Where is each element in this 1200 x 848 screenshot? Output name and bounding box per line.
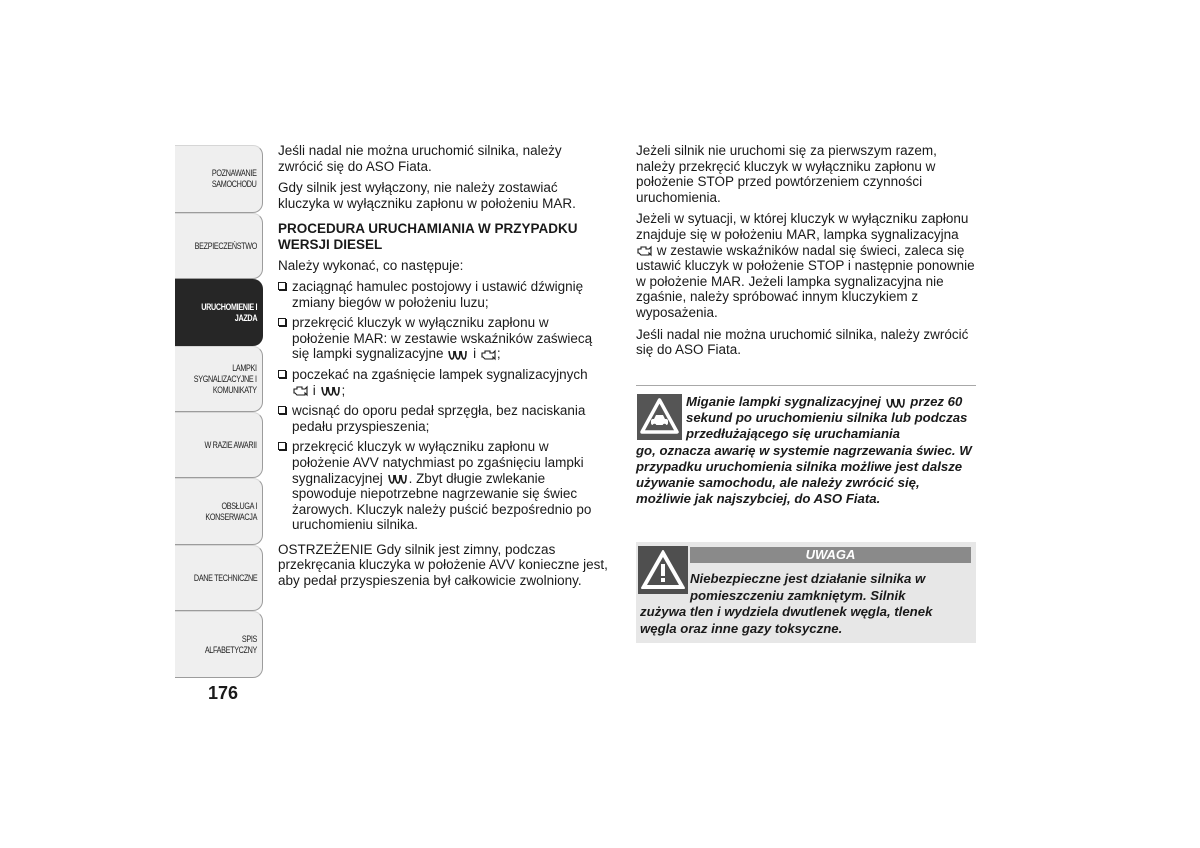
paragraph: Jeśli nadal nie można uruchomić silnika, należy zwrócić się do ASO Fiata. xyxy=(636,326,969,358)
side-tab-label: LAMPKI SYGNALIZACYJNE I KOMUNIKATY xyxy=(194,362,257,395)
paragraph: Jeżeli silnik nie uruchomi się za pierwszym razem, należy przekręcić kluczyk w wyłączniku zapłonu w położenie STOP przed powtórzeniem czynności uruchomienia. xyxy=(636,143,937,205)
note-box xyxy=(636,385,976,519)
checkbox-bullet-icon xyxy=(278,406,286,414)
side-tab-label: BEZPIECZEŃSTWO xyxy=(194,240,257,251)
page-number: 176 xyxy=(208,683,239,703)
step-text: przekręcić kluczyk w wyłączniku zapłonu w położenie AVV natychmiast po zgaśnięciu lampki sygnalizacyjnej xyxy=(292,439,584,486)
glow-plug-icon xyxy=(320,385,342,397)
paragraph-text: w zestawie wskaźników nadal się świeci, zaleca się ustawić kluczyk w położenie STOP i następnie ponownie w położenie MAR. Jeżeli lampka sygnalizacyjna nie zgaśnie, należy spróbować innym kluczykiem z wyposażenia. xyxy=(636,242,975,320)
side-tab-awarii[interactable] xyxy=(175,412,263,478)
list-item xyxy=(278,279,610,310)
note-line: Miganie lampki sygnalizacyjnej xyxy=(686,394,881,409)
step-text: ; xyxy=(496,346,501,362)
side-tab-label: SPIS ALFABETYCZNY xyxy=(204,633,257,655)
step-text: przekręcić kluczyk w wyłączniku zapłonu w położenie MAR: w zestawie wskaźników zaświecą się lampki sygnalizacyjne xyxy=(292,315,593,362)
warning-text xyxy=(640,571,972,637)
note-line: przez 60 sekund po uruchomieniu silnika lub podczas przedłużającego się uruchamiania xyxy=(686,394,968,442)
checkbox-bullet-icon xyxy=(278,442,286,450)
paragraph xyxy=(636,211,976,320)
list-item xyxy=(278,367,610,398)
paragraph: Należy wykonać, co następuje: xyxy=(278,258,464,274)
step-text: i xyxy=(469,346,480,362)
side-tab-lampki[interactable] xyxy=(175,346,263,412)
step-text: wcisnąć do oporu pedał sprzęgła, bez naciskania pedału przyspieszenia; xyxy=(292,403,586,434)
note-text xyxy=(636,394,976,507)
side-tab-label: POZNAWANIE SAMOCHODU xyxy=(212,168,257,189)
right-column xyxy=(636,143,976,364)
engine-fault-icon xyxy=(636,244,653,258)
step-text: i xyxy=(309,382,320,398)
engine-fault-icon xyxy=(480,348,497,362)
note-line: go, oznacza awarię w systemie nagrzewania świec. W przypadku uruchomienia silnika możliwe jest dalsze używanie samochodu, ale należy zwrócić się, możliwie jak najszybciej, do ASO Fiata. xyxy=(636,442,972,507)
paragraph: Gdy silnik jest wyłączony, nie należy zostawiać kluczyka w wyłączniku zapłonu w położeniu MAR. xyxy=(278,180,576,211)
side-tab-uruchomienie[interactable] xyxy=(175,279,263,346)
side-tab-dane[interactable] xyxy=(175,545,263,611)
side-tab-bezpieczenstwo[interactable] xyxy=(175,213,263,279)
step-text: . Zbyt długie zwlekanie spowoduje niepotrzebne nagrzewanie się świec żarowych. Kluczyk należy puścić bezpośrednio po uruchomieniu silnika. xyxy=(292,470,592,533)
side-tab-label: OBSŁUGA I KONSERWACJA xyxy=(205,500,257,522)
glow-plug-icon xyxy=(885,397,907,409)
side-tab-label: URUCHOMIENIE I JAZDA xyxy=(201,301,257,323)
side-tab-spis[interactable] xyxy=(175,611,263,678)
engine-fault-icon xyxy=(292,384,309,398)
checkbox-bullet-icon xyxy=(278,370,286,378)
step-text: ; xyxy=(341,382,346,398)
paragraph: Jeśli nadal nie można uruchomić silnika, należy zwrócić się do ASO Fiata. xyxy=(278,143,562,174)
warning-box xyxy=(636,542,976,643)
paragraph-text: Jeżeli w sytuacji, w której kluczyk w wyłączniku zapłonu znajduje się w położeniu MAR, lampka sygnalizacyjna xyxy=(636,211,969,242)
glow-plug-icon xyxy=(447,349,469,361)
side-tab-poznawanie[interactable] xyxy=(175,145,263,213)
step-text: zaciągnąć hamulec postojowy i ustawić dźwignię zmiany biegów w położeniu luzu; xyxy=(292,278,584,310)
step-text: poczekać na zgaśnięcie lampek sygnalizacyjnych xyxy=(292,366,588,382)
left-column xyxy=(278,143,610,595)
warning-line: Niebezpieczne jest działanie silnika w pomieszczeniu zamkniętym. Silnik xyxy=(690,571,926,603)
side-tab-label: W RAZIE AWARII xyxy=(204,439,257,450)
checkbox-bullet-icon xyxy=(278,318,286,326)
list-item xyxy=(278,315,610,362)
side-tab-obsluga[interactable] xyxy=(175,478,263,545)
section-heading: PROCEDURA URUCHAMIANIA W PRZYPADKU WERSJI DIESEL xyxy=(278,221,578,252)
list-item xyxy=(278,439,610,533)
checkbox-bullet-icon xyxy=(278,282,286,290)
list-item xyxy=(278,403,610,434)
paragraph: OSTRZEŻENIE Gdy silnik jest zimny, podczas przekręcania kluczyka w położenie AVV konieczne jest, aby pedał przyspieszenia był całkowicie zwolniony. xyxy=(278,541,608,589)
glow-plug-icon xyxy=(387,473,409,485)
steps-list xyxy=(278,279,610,533)
warning-title: UWAGA xyxy=(690,547,971,563)
side-tab-label: DANE TECHNICZNE xyxy=(193,572,257,583)
warning-line: zużywa tlen i wydziela dwutlenek węgla, tlenek węgla oraz inne gazy toksyczne. xyxy=(640,604,933,636)
